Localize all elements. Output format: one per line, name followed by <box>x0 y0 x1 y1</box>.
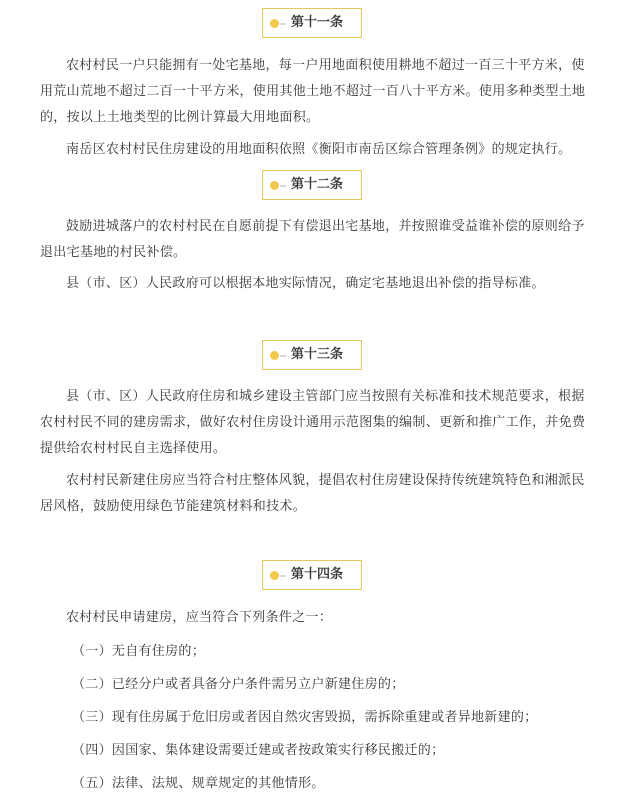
article-12-paragraph-2: 县（市、区）人民政府可以根据本地实际情况，确定宅基地退出补偿的指导标准。 <box>66 276 545 291</box>
bullet-dot-icon <box>270 181 279 190</box>
article-14-item-4: （四）因国家、集体建设需要迁建或者按政策实行移民搬迁的； <box>72 743 445 758</box>
bullet-dash-icon <box>280 185 286 187</box>
bullet-dash-icon <box>280 355 286 357</box>
article-14-item-1: （一）无自有住房的； <box>72 644 206 659</box>
article-13-paragraph-1: 县（市、区）人民政府住房和城乡建设主管部门应当按照有关标准和技术规范要求，根据农村村民不同的建房需求，做好农村住房设计通用示范图集的编制、更新和推广工作，并免费提供给农村村民自主选择使用。 <box>40 389 586 456</box>
article-13-title: 第十三条 <box>291 347 344 362</box>
bullet-dot-icon <box>270 19 279 28</box>
article-12-heading <box>262 170 362 200</box>
article-11-paragraph-2: 南岳区农村村民住房建设的用地面积依照《衡阳市南岳区综合管理条例》的规定执行。 <box>66 142 572 157</box>
bullet-dot-icon <box>270 351 279 360</box>
article-14-title: 第十四条 <box>291 567 344 582</box>
article-13-paragraph-2: 农村村民新建住房应当符合村庄整体风貌，提倡农村住房建设保持传统建筑特色和湘派民居风格，鼓励使用绿色节能建筑材料和技术。 <box>40 473 585 514</box>
article-11-heading <box>262 8 362 38</box>
bullet-dot-icon <box>270 571 279 580</box>
bullet-dash-icon <box>280 575 286 577</box>
article-14-item-5: （五）法律、法规、规章规定的其他情形。 <box>72 776 325 791</box>
article-11-title: 第十一条 <box>291 15 344 30</box>
article-14-heading <box>262 560 362 590</box>
article-12-paragraph-1: 鼓励进城落户的农村村民在自愿前提下有偿退出宅基地，并按照谁受益谁补偿的原则给予退出宅基地的村民补偿。 <box>40 219 585 260</box>
article-14-item-3: （三）现有住房属于危旧房或者因自然灾害毁损，需拆除重建或者异地新建的； <box>72 710 538 725</box>
article-14-item-2: （二）已经分户或者具备分户条件需另立户新建住房的； <box>72 677 405 692</box>
bullet-dash-icon <box>280 23 286 25</box>
article-12-title: 第十二条 <box>291 177 344 192</box>
article-14-intro: 农村村民申请建房，应当符合下列条件之一： <box>66 610 333 625</box>
article-11-paragraph-1: 农村村民一户只能拥有一处宅基地，每一户用地面积使用耕地不超过一百三十平方米，使用荒山荒地不超过二百一十平方米，使用其他土地不超过一百八十平方米。使用多种类型土地的，按以上土地类型的比例计算最大用地面积。 <box>40 58 586 125</box>
article-13-heading <box>262 340 362 370</box>
